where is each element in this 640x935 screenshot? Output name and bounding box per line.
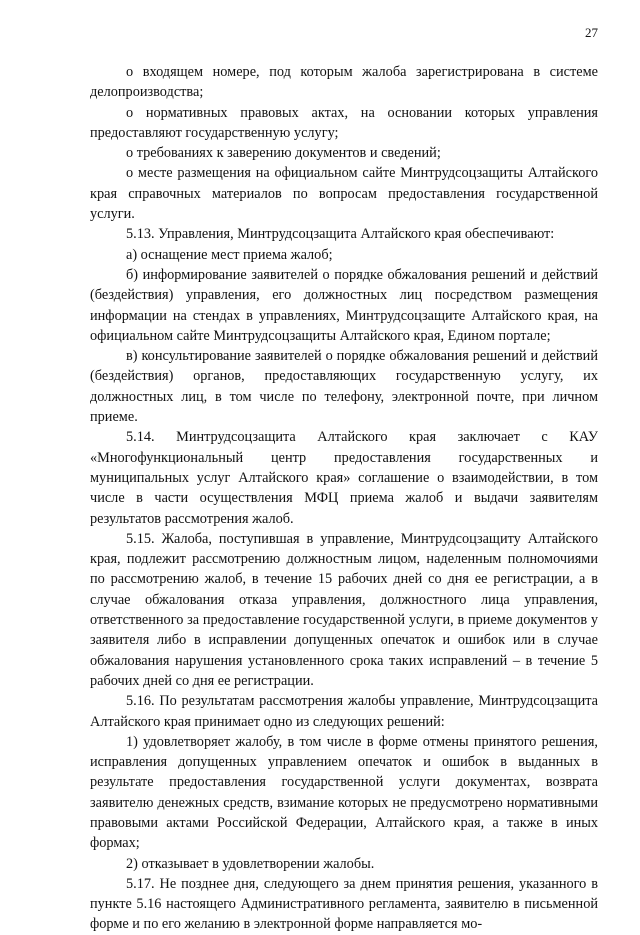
page-number: 27 (585, 25, 598, 40)
document-body (90, 62, 598, 935)
paragraph-incoming-number: о входящем номере, под которым жалоба зарегистрирована в системе делопроизводства; (90, 64, 598, 101)
paragraph-5-17: 5.17. Не позднее дня, следующего за днем принятия решения, указанного в пункте 5.16 настоящего Административного регламента, заявителю в письменной форме и по его желанию в электронной форме направляется мо- (90, 875, 598, 933)
paragraph-5-15: 5.15. Жалоба, поступившая в управление, Минтрудсоцзащиту Алтайского края, подлежит рассмотрению должностным лицом, наделенным полномочиями по рассмотрению жалоб, в течение 15 рабочих дней со дня ее регистрации, а в случае обжалования отказа управления, должностного лица управления, ответственного за предоставление государственной услуги, в приеме документов у заявителя либо в исправлении допущенных опечаток и ошибок или в случае обжалования нарушения установленного срока таких исправлений – в течение 5 рабочих дней со дня ее регистрации. (90, 530, 598, 689)
paragraph-5-16: 5.16. По результатам рассмотрения жалобы управление, Минтрудсоцзащита Алтайского края принимает одно из следующих решений: (90, 693, 598, 730)
paragraph-5-13-a: а) оснащение мест приема жалоб; (126, 246, 333, 263)
paragraph-site-materials: о месте размещения на официальном сайте Минтрудсоцзащиты Алтайского края справочных материалов по вопросам предоставления государственной услуги. (90, 165, 598, 223)
paragraph-5-14: 5.14. Минтрудсоцзащита Алтайского края заключает с КАУ «Многофункциональный центр предоставления государственных и муниципальных услуг Алтайского края» соглашение о взаимодействии, в том числе в части осуществления МФЦ приема жалоб и выдачи заявителям результатов рассмотрения жалоб. (90, 429, 598, 527)
paragraph-5-13-v: в) консультирование заявителей о порядке обжалования решений и действий (бездействия) органов, предоставляющих государственную услугу, их должностных лиц, в том числе по телефону, электронной почте, при личном приеме. (90, 348, 598, 426)
paragraph-certification-requirements: о требованиях к заверению документов и сведений; (126, 145, 441, 162)
paragraph-5-13-b: б) информирование заявителей о порядке обжалования решений и действий (бездействия) управления, его должностных лиц посредством размещения информации на стендах в управлениях, Минтрудсоцзащите Алтайского края, на официальном сайте Минтрудсоцзащиты Алтайского края, Едином портале; (90, 266, 598, 344)
paragraph-5-16-1: 1) удовлетворяет жалобу, в том числе в форме отмены принятого решения, исправления допущенных управлением опечаток и ошибок в выданных в результате предоставления государственной услуги документах, возврата заявителю денежных средств, взимание которых не предусмотрено нормативными правовыми актами Российской Федерации, Алтайского края, а также в иных формах; (90, 733, 598, 852)
paragraph-5-13: 5.13. Управления, Минтрудсоцзащита Алтайского края обеспечивают: (126, 226, 555, 243)
paragraph-normative-acts: о нормативных правовых актах, на основании которых управления предоставляют государственную услугу; (90, 104, 598, 141)
paragraph-5-16-2: 2) отказывает в удовлетворении жалобы. (126, 855, 375, 872)
